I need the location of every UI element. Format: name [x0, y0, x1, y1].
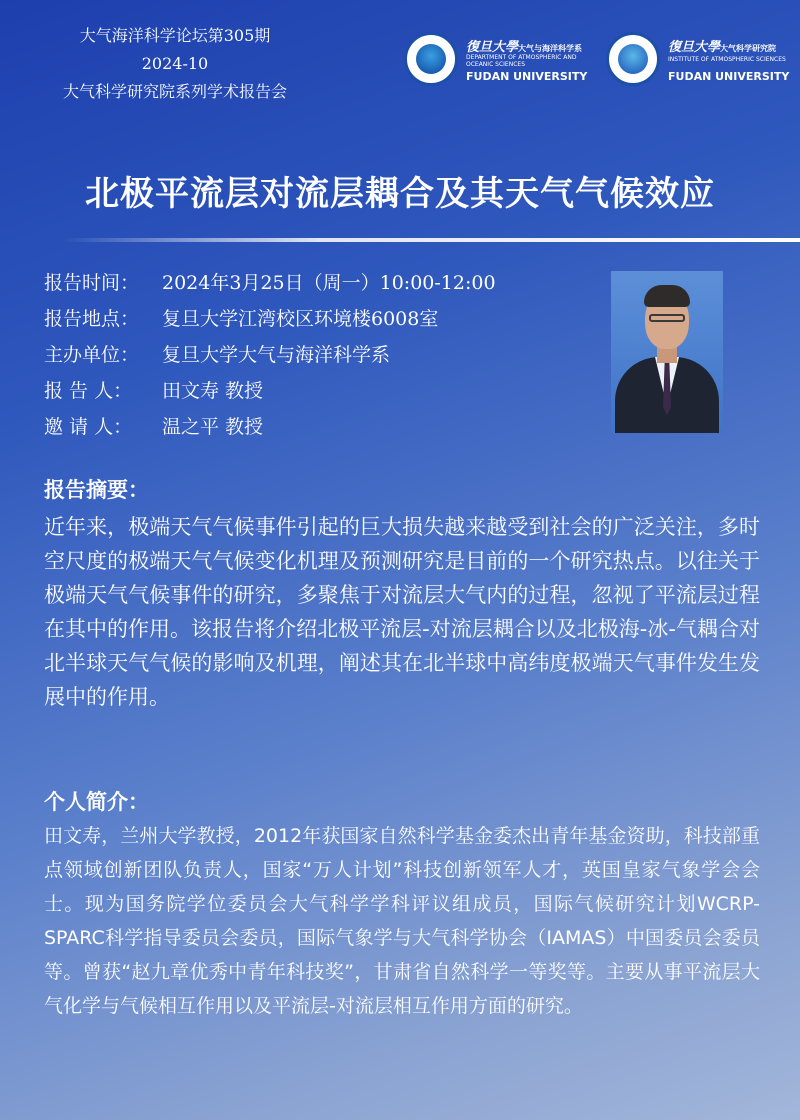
- speaker-photo: [611, 271, 723, 433]
- info-label: 报告时间：: [44, 272, 140, 294]
- fudan-aos-seal-icon: [404, 32, 458, 86]
- forum-date: 2024-10: [141, 54, 209, 73]
- abstract-heading: 报告摘要：: [44, 478, 149, 502]
- aos-logo-title: 復旦大學大气与海洋科学系: [466, 40, 583, 55]
- forum-series: 大气海洋科学论坛第305期: [79, 26, 271, 45]
- aos-logo-en: DEPARTMENT OF ATMOSPHERIC AND OCEANIC SCIENCES: [466, 54, 577, 68]
- info-label: 主办单位：: [44, 344, 140, 366]
- info-label: 邀 请 人：: [44, 416, 133, 438]
- info-row-speaker: [44, 376, 496, 412]
- aos-logo: [404, 32, 594, 88]
- info-value: 复旦大学大气与海洋科学系: [162, 344, 391, 366]
- info-row-time: [44, 268, 496, 304]
- info-value: 2024年3月25日（周一）10:00-12:00: [162, 272, 496, 294]
- info-label: 报 告 人：: [44, 380, 133, 402]
- forum-subtitle: 大气科学研究院系列学术报告会: [62, 82, 287, 101]
- info-row-venue: [44, 304, 496, 340]
- bio-heading: 个人简介：: [44, 790, 149, 814]
- info-value: 温之平 教授: [162, 416, 264, 438]
- info-label: 报告地点：: [44, 308, 140, 330]
- aos-logo-university: FUDAN UNIVERSITY: [466, 70, 588, 83]
- info-value: 复旦大学江湾校区环境楼6008室: [162, 308, 439, 330]
- fudan-ias-seal-icon: [606, 32, 660, 86]
- talk-info: [44, 268, 496, 448]
- ias-logo-title: 復旦大學大气科学研究院: [668, 40, 777, 55]
- info-row-host: [44, 340, 496, 376]
- forum-header: [40, 22, 310, 106]
- title-divider: [60, 238, 800, 242]
- ias-logo: [606, 32, 790, 88]
- bio-text: 田文寿，兰州大学教授，2012年获国家自然科学基金委杰出青年基金资助，科技部重点领域创新团队负责人，国家“万人计划”科技创新领军人才，英国皇家气象学会会士。现为国务院学位委员会大气科学学科评议组成员，国际气候研究计划WCRP-SPARC科学指导委员会委员，国际气象学与大气科学协会（IAMAS）中国委员会委员等。曾获“赵九章优秀中青年科技奖”，甘肃省自然科学一等奖等。主要从事平流层大气化学与气候相互作用以及平流层-对流层相互作用方面的研究。: [44, 825, 760, 1017]
- ias-logo-en: INSTITUTE OF ATMOSPHERIC SCIENCES: [668, 56, 786, 63]
- abstract-text: 近年来，极端天气气候事件引起的巨大损失越来越受到社会的广泛关注，多时空尺度的极端天气气候变化机理及预测研究是目前的一个研究热点。以往关于极端天气气候事件的研究，多聚焦于对流层大气内的过程，忽视了平流层过程在其中的作用。该报告将介绍北极平流层-对流层耦合以及北极海-冰-气耦合对北半球天气气候的影响及机理，阐述其在北半球中高纬度极端天气事件发生发展中的作用。: [44, 515, 760, 709]
- ias-logo-university: FUDAN UNIVERSITY: [668, 70, 790, 83]
- info-value: 田文寿 教授: [162, 380, 264, 402]
- talk-title: 北极平流层对流层耦合及其天气气候效应: [85, 174, 715, 214]
- info-row-inviter: [44, 412, 496, 448]
